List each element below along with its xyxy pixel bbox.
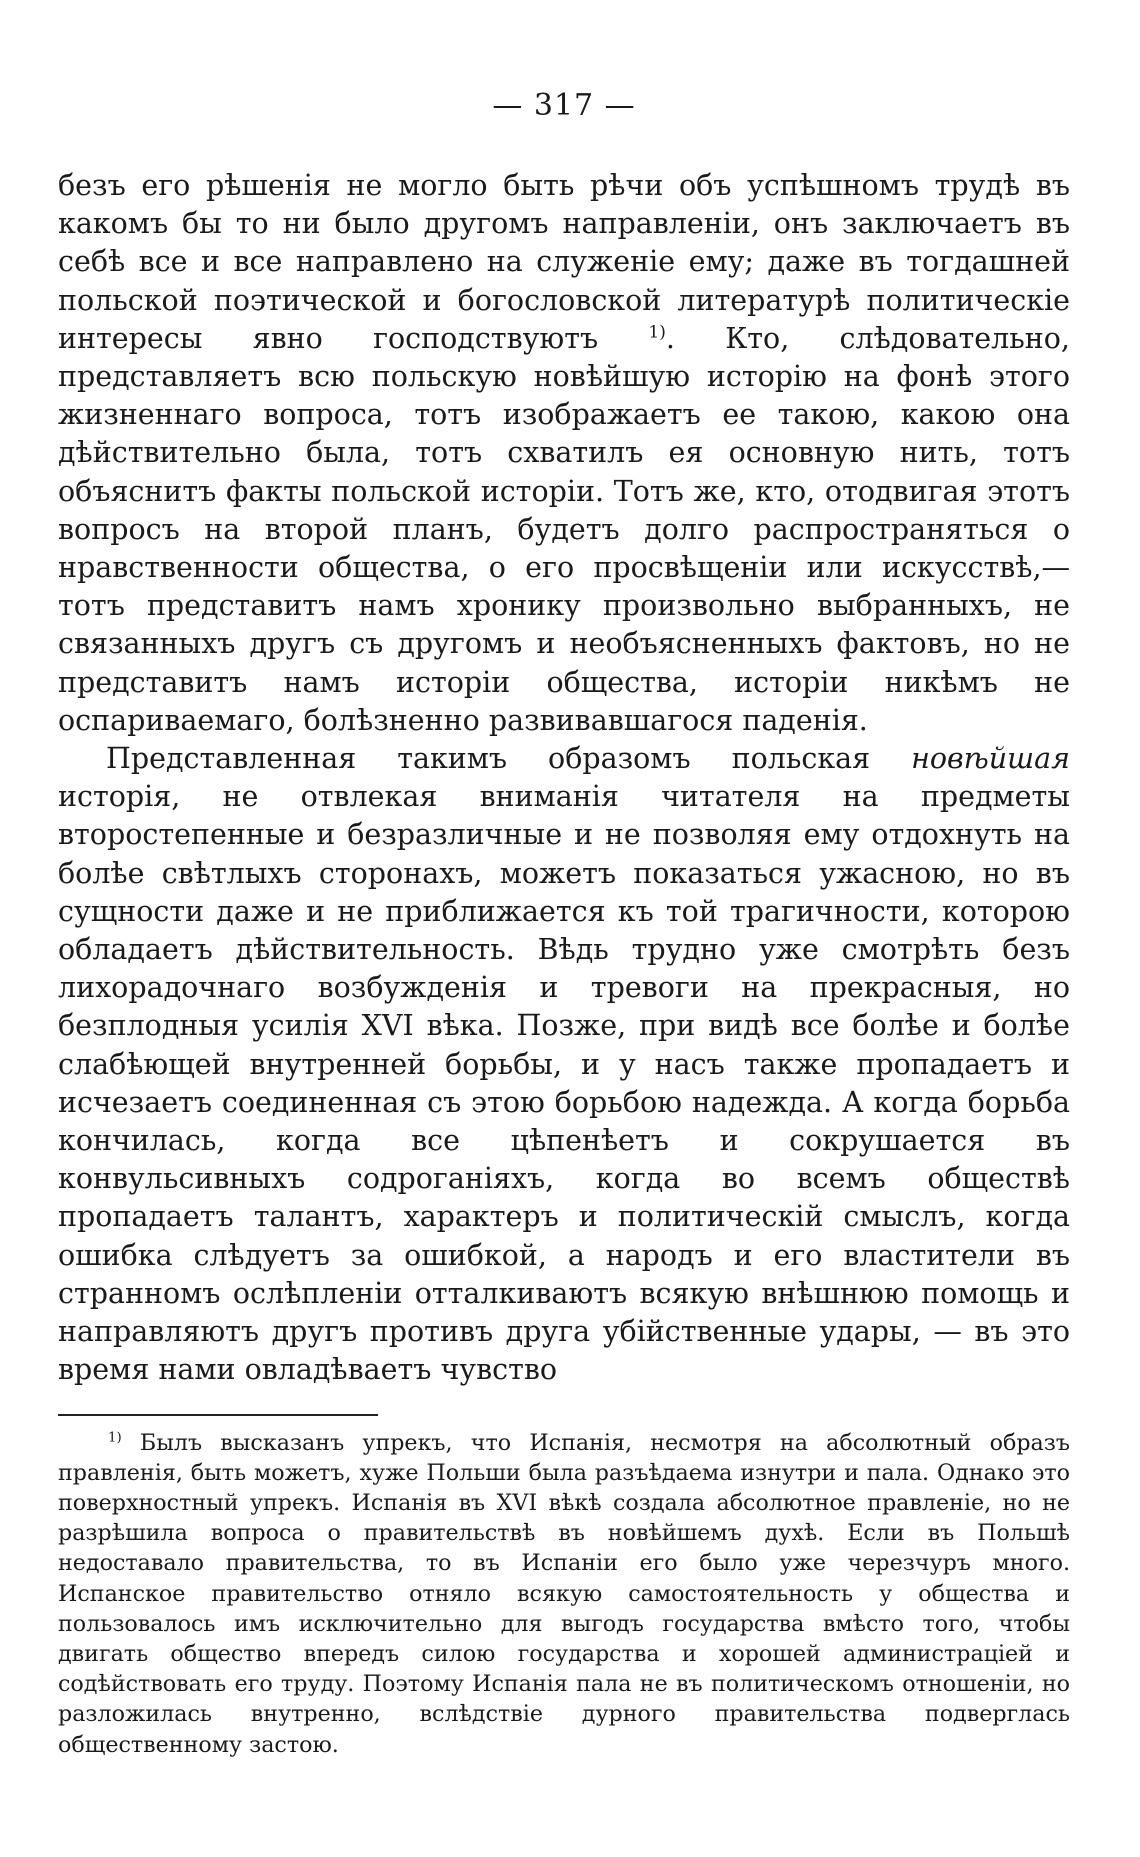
footnote-text: Былъ высказанъ упрекъ, что Испанія, несмотря на абсолютный образъ правленія, быть можетъ, хуже Польши была разъѣдаема изнутри и пала. Однако это поверхностный упрекъ. Испанія въ XVI вѣкѣ создала абсолютное правленіе, но не разрѣшила вопроса о правительствѣ въ новѣйшемъ духѣ. Если въ Польшѣ недоставало правительства, то въ Испаніи его было уже черезчуръ много. Испанское правительство отняло всякую самостоятельность у общества и пользовалось имъ исключительно для выгодъ государства вмѣсто того, чтобы двигать общество впередъ силою государства и хорошей администраціей и содѣйствовать его труду. Поэтому Испанія пала не въ политическомъ отношеніи, но разложилась внутренно, вслѣдствіе дурного правительства подверглась общественному застою. [58,1429,1070,1758]
footnote-marker: 1) [108,1430,122,1446]
emphasized-word: новѣйшая [911,742,1070,776]
paragraph-text: Представленная такимъ образомъ польская [106,742,871,776]
footnote-reference[interactable]: 1) [648,322,666,343]
paragraph-text: безъ его рѣшенія не могло быть рѣчи объ успѣшномъ трудѣ въ какомъ бы то ни было другомъ направленіи, онъ заключаетъ въ себѣ все и все направлено на служеніе ему; даже въ тогдашней польской поэтической и богословской литературѣ политическіе интересы явно господствуютъ [58,169,1070,355]
paragraph [58,740,1070,1389]
main-text [58,167,1070,1390]
paragraph-text: . Кто, слѣдовательно, представляетъ всю польскую новѣйшую исторію на фонѣ этого жизненнаго вопроса, тотъ изображаетъ ее такою, какою она дѣйствительно была, тотъ схватилъ ея основную нить, тотъ объяснитъ факты польской исторіи. Тотъ же, кто, отодвигая этотъ вопросъ на второй планъ, будетъ долго распространяться о нравственности общества, о его просвѣщеніи или искусствѣ,—тотъ представитъ намъ хронику произвольно выбранныхъ, не связанныхъ другъ съ другомъ и необъясненныхъ фактовъ, но не представитъ намъ исторіи общества, исторіи никѣмъ не оспариваемаго, болѣзненно развивавшагося паденія. [58,321,1070,737]
page-number: — 317 — [492,88,636,123]
footnote-divider [58,1414,378,1416]
paragraph [58,167,1070,740]
paragraph-text: исторія, не отвлекая вниманія читателя на предметы второстепенные и безразличные и не позволяя ему отдохнуть на болѣе свѣтлыхъ сторонахъ, можетъ показаться ужасною, но въ сущности даже и не приближается къ той трагичности, которою обладаетъ дѣйствительность. Вѣдь трудно уже смотрѣть безъ лихорадочнаго возбужденія и тревоги на прекрасныя, но безплодныя усилія XVI вѣка. Позже, при видѣ все болѣе и болѣе слабѣющей внутренней борьбы, и у насъ также пропадаетъ и исчезаетъ соединенная съ этою борьбою надежда. А когда борьба кончилась, когда все цѣпенѣетъ и сокрушается въ конвульсивныхъ содроганіяхъ, когда во всемъ обществѣ пропадаетъ талантъ, характеръ и политическій смыслъ, когда ошибка слѣдуетъ за ошибкой, а народъ и его властители въ странномъ ослѣпленіи отталкиваютъ всякую внѣшнюю помощь и направляютъ другъ противъ друга убійственные удары, — въ это время нами овладѣваетъ чувство [58,780,1070,1387]
footnote [58,1428,1070,1760]
footnotes [58,1428,1070,1760]
